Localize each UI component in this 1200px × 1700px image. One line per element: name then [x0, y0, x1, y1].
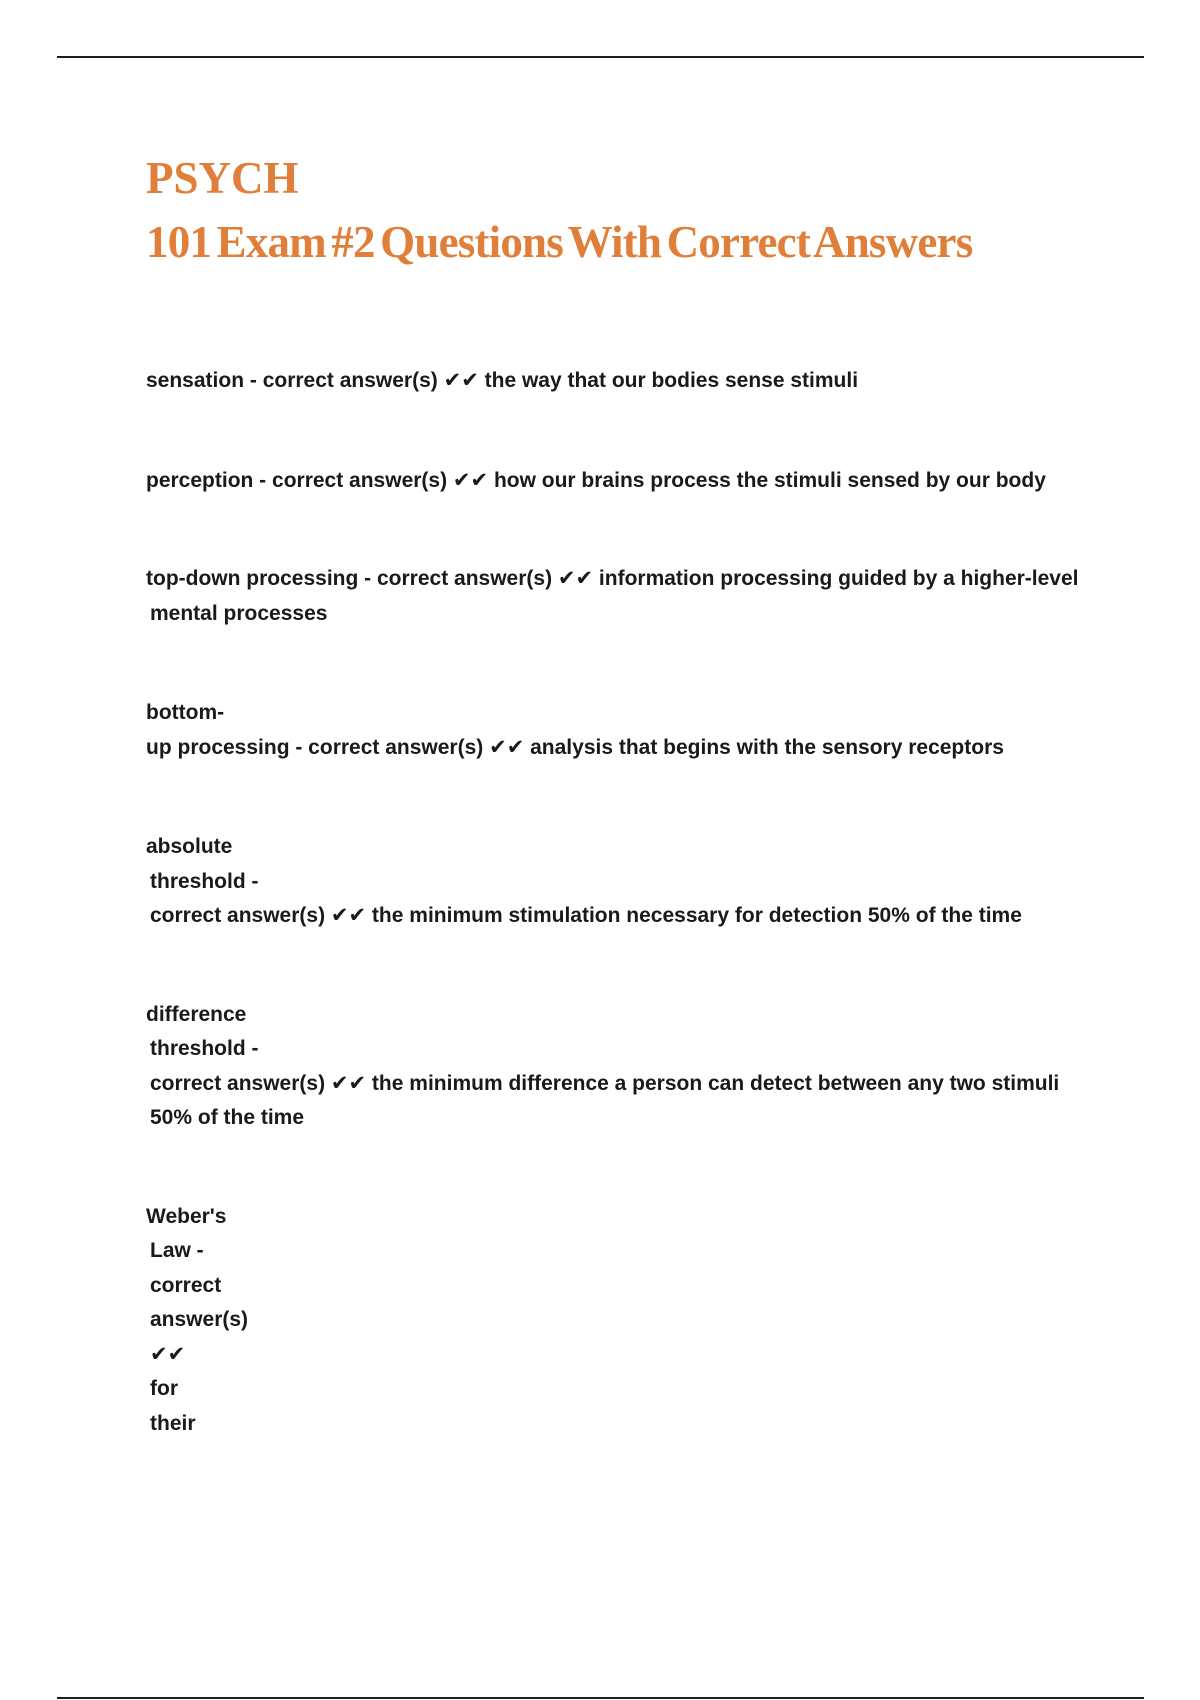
qa-entry-top-down-processing — [146, 562, 1106, 631]
qa-line: threshold - — [150, 1037, 259, 1060]
qa-line: perception - correct answer(s) ✔✔ how our brains process the stimuli sensed by our body — [146, 468, 1046, 492]
qa-line: correct answer(s) ✔✔ the minimum difference a person can detect between any two stimuli — [150, 1071, 1060, 1095]
qa-line: correct answer(s) ✔✔ the minimum stimulation necessary for detection 50% of the time — [150, 904, 1022, 927]
qa-entry-bottom-up-processing — [146, 696, 1106, 765]
qa-line: bottom- — [146, 701, 225, 724]
qa-line: answer(s) — [150, 1308, 249, 1331]
qa-list — [146, 364, 1106, 1441]
qa-line: mental processes — [150, 601, 328, 625]
qa-entry-webers-law — [146, 1200, 1106, 1442]
qa-line: Law - — [150, 1239, 204, 1262]
qa-line: Weber's — [146, 1204, 227, 1228]
qa-entry-sensation — [146, 364, 1106, 399]
qa-line: difference — [146, 1002, 247, 1026]
qa-entry-perception — [146, 464, 1106, 499]
title-line-2: 101 Exam #2 Questions With Correct Answers — [146, 217, 973, 267]
bottom-rule — [57, 1697, 1144, 1699]
qa-line: sensation - correct answer(s) ✔✔ the way that our bodies sense stimuli — [146, 369, 859, 392]
qa-entry-absolute-threshold — [146, 830, 1106, 934]
qa-line: top-down processing - correct answer(s) ✔✔ information processing guided by a higher-level — [146, 567, 1079, 590]
qa-line: for — [150, 1377, 178, 1400]
top-rule — [57, 56, 1144, 58]
qa-line: absolute — [146, 835, 233, 858]
qa-line: correct — [150, 1273, 222, 1297]
qa-line: up processing - correct answer(s) ✔✔ analysis that begins with the sensory receptors — [146, 735, 1004, 759]
qa-line: threshold - — [150, 869, 259, 893]
check-marks-icon: ✔✔ — [150, 1342, 186, 1366]
document-title — [146, 146, 1146, 274]
title-line-1: PSYCH — [146, 153, 299, 203]
qa-entry-difference-threshold — [146, 998, 1106, 1136]
qa-line: their — [150, 1411, 196, 1435]
qa-line: 50% of the time — [150, 1106, 305, 1129]
